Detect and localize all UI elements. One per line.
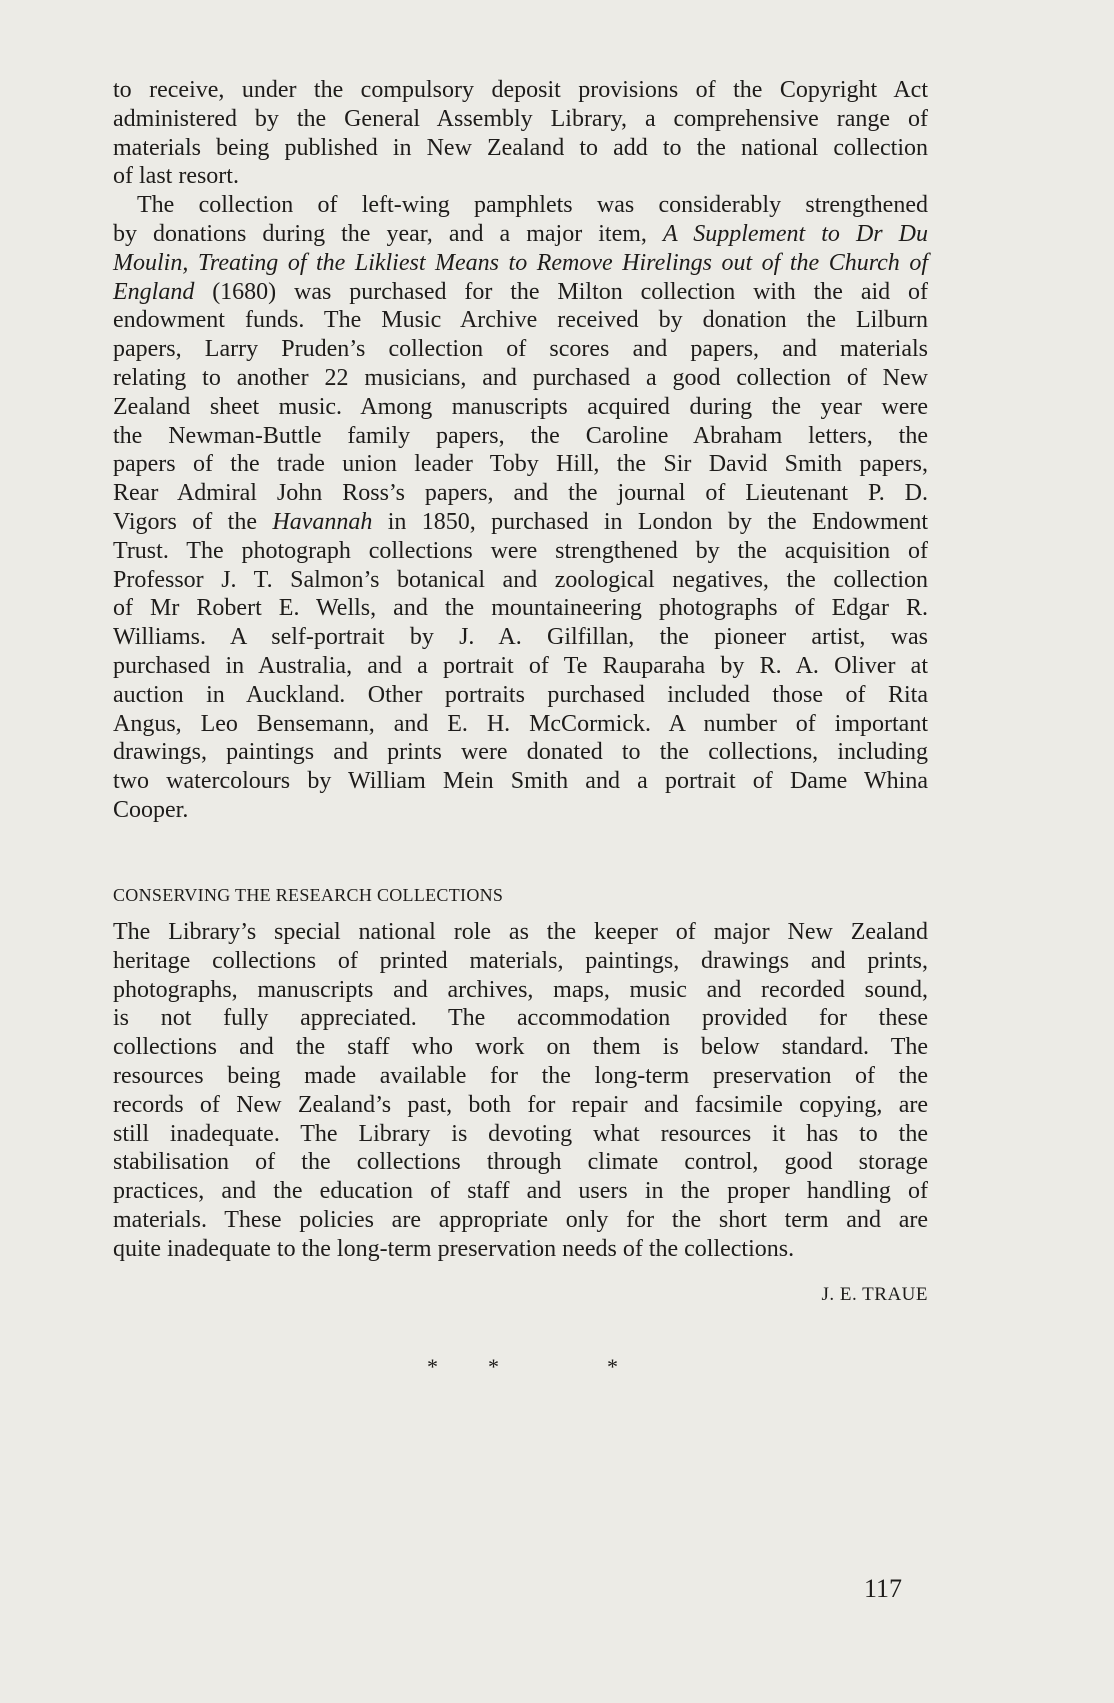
text-line: administered by the General Assembly Library, a comprehensive range of [113,105,928,132]
text-line: stabilisation of the collections through climate control, good storage [113,1149,928,1176]
text-line: of last resort. [113,163,239,190]
text-line: quite inadequate to the long-term preservation needs of the collections. [113,1235,795,1262]
text-line: auction in Auckland. Other portraits purchased included those of Rita [113,681,928,708]
italic-title: A Supplement to Dr Du [662,220,929,247]
text-line: relating to another 22 musicians, and purchased a good collection of New [113,364,928,391]
text-line [113,508,928,537]
author-signature: J. E. TRAUE [821,1284,928,1305]
text-line [113,249,928,278]
italic-title: England [113,278,195,305]
text-line: Williams. A self-portrait by J. A. Gilfillan, the pioneer artist, was [113,624,928,651]
text-line: the Newman-Buttle family papers, the Caroline Abraham letters, the [113,422,928,449]
text-line [113,278,928,307]
text-line: photographs, manuscripts and archives, maps, music and recorded sound, [113,976,928,1003]
text-line: Cooper. [113,796,189,823]
text-line: collections and the staff who work on them is below standard. The [113,1034,928,1061]
separator-asterisk: * [607,1354,618,1379]
text-line: drawings, paintings and prints were donated to the collections, including [113,739,928,766]
text-line: The Library’s special national role as the keeper of major New Zealand [113,919,928,945]
text-line: papers, Larry Pruden’s collection of scores and papers, and materials [113,336,928,363]
text-line: resources being made available for the long-term preservation of the [113,1062,928,1089]
text-line: papers of the trade union leader Toby Hill, the Sir David Smith papers, [113,451,928,478]
text-line: Rear Admiral John Ross’s papers, and the journal of Lieutenant P. D. [113,480,928,507]
paragraph-continuation [113,76,928,191]
separator-asterisk: * [488,1354,499,1379]
text-run: by donations during the year, and a major item, [113,220,663,247]
text-line: Zealand sheet music. Among manuscripts acquired during the year were [113,393,928,420]
text-line: materials. These policies are appropriate only for the short term and are [113,1206,928,1233]
section-heading: CONSERVING THE RESEARCH COLLECTIONS [113,885,504,905]
text-line: endowment funds. The Music Archive received by donation the Lilburn [113,307,928,334]
text-line [113,220,928,249]
body-text-top [113,76,928,825]
paragraph-acquisitions [113,191,928,825]
text-run: in 1850, purchased in London by the Endowment [372,508,928,535]
text-line: purchased in Australia, and a portrait of Te Rauparaha by R. A. Oliver at [113,652,928,679]
text-line: heritage collections of printed materials, paintings, drawings and prints, [113,947,928,974]
page-number: 117 [863,1574,902,1603]
italic-title: Moulin, Treating of the Likliest Means to Remove Hirelings out of the Church of [113,249,928,276]
separator-asterisk: * [427,1354,438,1379]
text-line: Trust. The photograph collections were strengthened by the acquisition of [113,537,928,564]
text-line: materials being published in New Zealand to add to the national collection [113,134,928,161]
text-line: The collection of left-wing pamphlets was considerably strengthened [137,192,928,219]
text-line: two watercolours by William Mein Smith and a portrait of Dame Whina [113,768,928,795]
text-line: Angus, Leo Bensemann, and E. H. McCormick. A number of important [113,710,928,737]
text-run: Vigors of the [113,508,273,535]
text-line: records of New Zealand’s past, both for repair and facsimile copying, are [113,1091,928,1118]
italic-ship-name: Havannah [272,508,373,535]
text-line: is not fully appreciated. The accommodation provided for these [113,1005,928,1032]
paragraph-conservation [113,918,928,1264]
text-run: (1680) was purchased for the Milton collection with the aid of [194,278,928,305]
text-line: of Mr Robert E. Wells, and the mountaineering photographs of Edgar R. [113,595,928,622]
text-line: still inadequate. The Library is devoting what resources it has to the [113,1120,928,1147]
text-line: to receive, under the compulsory deposit provisions of the Copyright Act [113,77,928,103]
text-line: Professor J. T. Salmon’s botanical and zoological negatives, the collection [113,566,928,593]
text-line: practices, and the education of staff and users in the proper handling of [113,1178,928,1205]
